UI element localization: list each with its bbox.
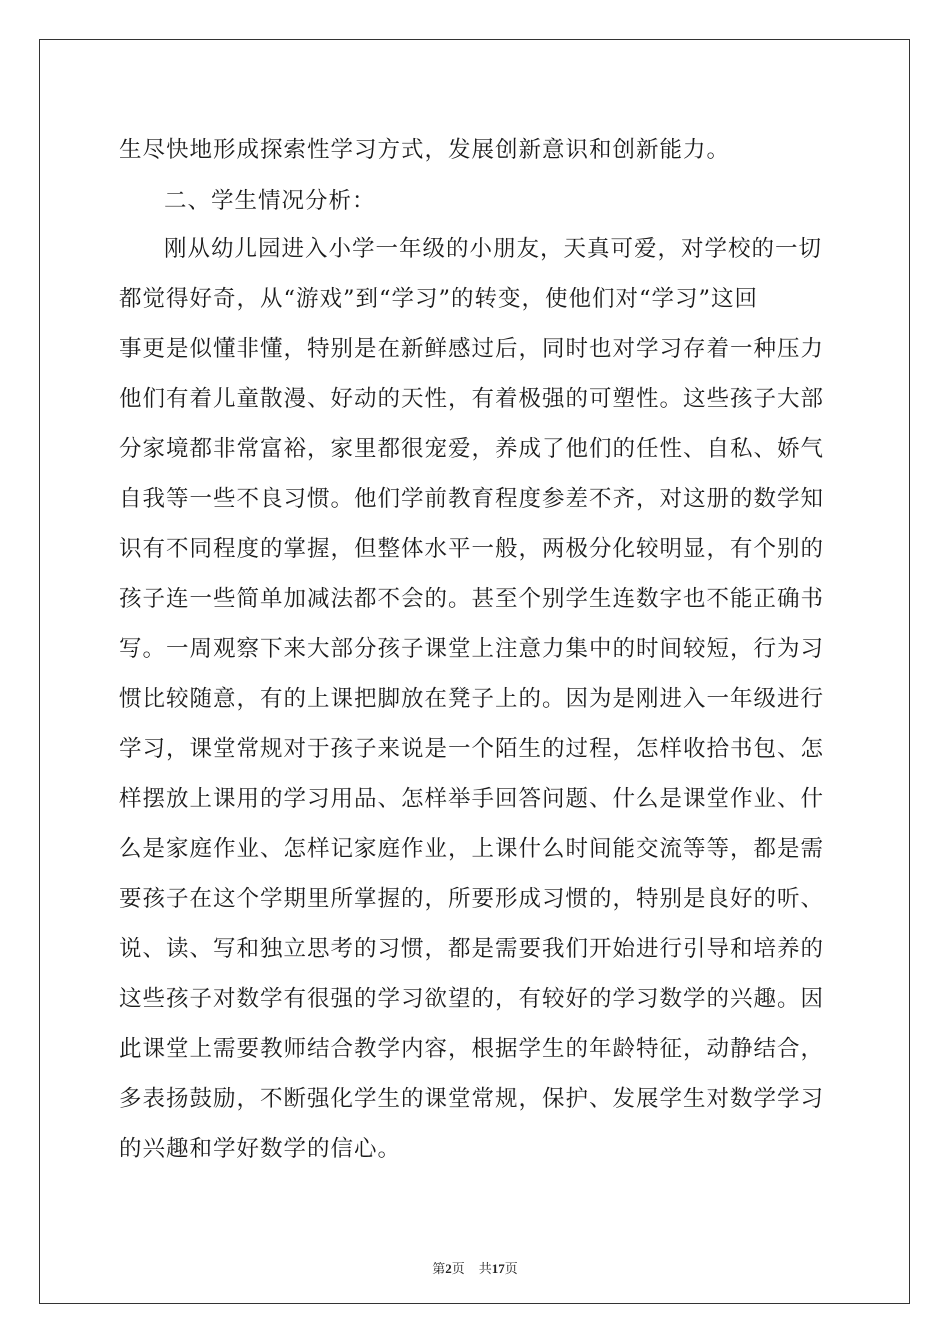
text-line: 的兴趣和学好数学的信心。 <box>119 1136 402 1162</box>
text-line: 样摆放上课用的学习用品、怎样举手回答问题、什么是课堂作业、什 <box>119 786 825 812</box>
text-line: 写。一周观察下来大部分孩子课堂上注意力集中的时间较短，行为习 <box>119 636 825 662</box>
text-line: 说、读、写和独立思考的习惯，都是需要我们开始进行引导和培养的 <box>119 936 825 962</box>
total-pages-number: 17 <box>491 1261 505 1276</box>
current-page-number: 2 <box>445 1261 452 1276</box>
text-line: 自我等一些不良习惯。他们学前教育程度参差不齐，对这册的数学知 <box>119 486 825 512</box>
text-line: 他们有着儿童散漫、好动的天性，有着极强的可塑性。这些孩子大部 <box>119 386 825 412</box>
text-line: 此课堂上需要教师结合教学内容，根据学生的年龄特征，动静结合， <box>119 1036 825 1062</box>
text-line: 孩子连一些简单加减法都不会的。甚至个别学生连数字也不能正确书 <box>119 586 825 612</box>
text-line: 这些孩子对数学有很强的学习欲望的，有较好的学习数学的兴趣。因 <box>119 986 825 1012</box>
text-line: 学习，课堂常规对于孩子来说是一个陌生的过程，怎样收拾书包、怎 <box>119 736 825 762</box>
text-line: 要孩子在这个学期里所掌握的，所要形成习惯的，特别是良好的听、 <box>119 886 825 912</box>
footer-total-unit: 页 <box>504 1261 518 1276</box>
page-footer <box>0 1258 950 1277</box>
text-line: 么是家庭作业、怎样记家庭作业，上课什么时间能交流等等，都是需 <box>119 836 825 862</box>
text-line: 事更是似懂非懂，特别是在新鲜感过后，同时也对学习存着一种压力 <box>119 336 825 362</box>
page-border <box>39 39 910 1304</box>
footer-prefix: 第 <box>432 1261 446 1276</box>
text-line: 惯比较随意，有的上课把脚放在凳子上的。因为是刚进入一年级进行 <box>119 686 825 712</box>
section-heading: 二、学生情况分析： <box>164 188 376 214</box>
text-line: 多表扬鼓励，不断强化学生的课堂常规，保护、发展学生对数学学习 <box>119 1086 825 1112</box>
text-line: 刚从幼儿园进入小学一年级的小朋友，天真可爱，对学校的一切 <box>164 236 823 262</box>
text-line: 分家境都非常富裕，家里都很宠爱，养成了他们的任性、自私、娇气 <box>119 436 825 462</box>
text-line: 都觉得好奇，从“游戏”到“学习”的转变，使他们对“学习”这回 <box>119 286 759 312</box>
footer-total-prefix: 共 <box>478 1261 492 1276</box>
text-line: 识有不同程度的掌握，但整体水平一般，两极分化较明显，有个别的 <box>119 536 825 562</box>
text-line: 生尽快地形成探索性学习方式，发展创新意识和创新能力。 <box>119 137 731 163</box>
footer-page-unit: 页 <box>451 1261 465 1276</box>
